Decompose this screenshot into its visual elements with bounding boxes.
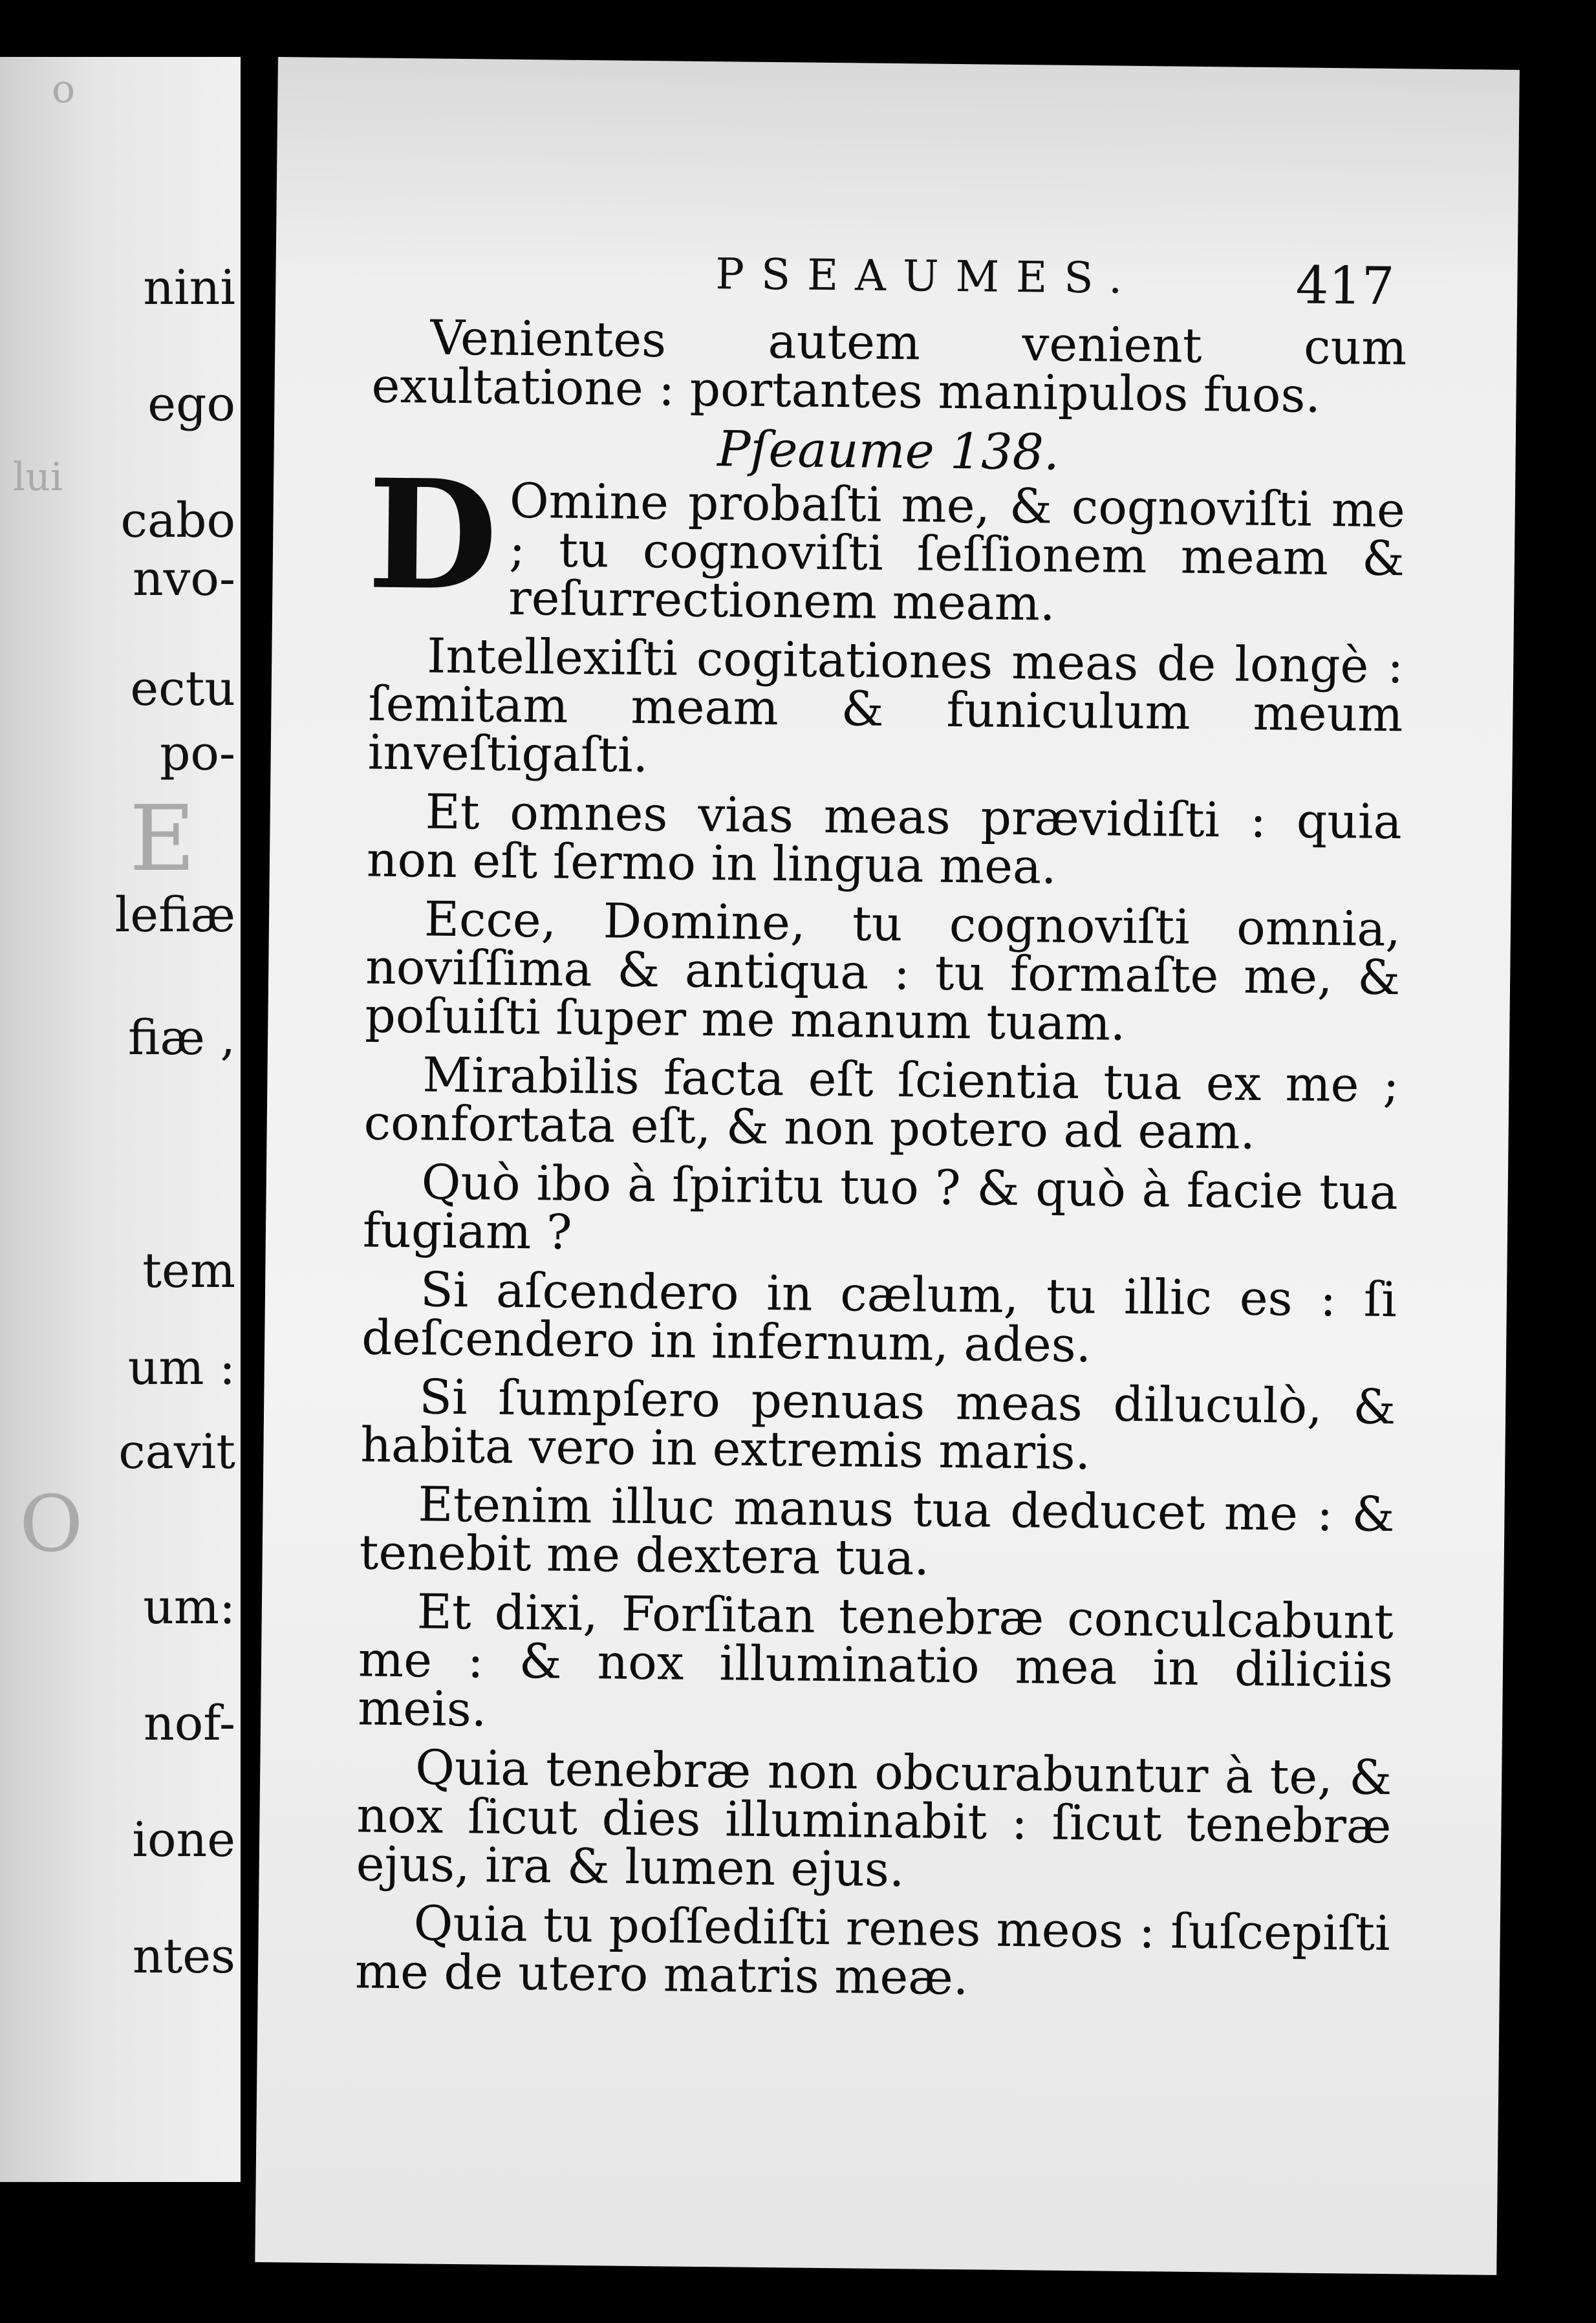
psalm-heading: Pſeaume 138.	[717, 420, 1060, 481]
left-line-10: um :	[127, 1340, 235, 1396]
verse: Quia tu poſſediſti renes meos : ſuſcepiſti me de utero matris meæ.	[354, 1896, 1391, 2006]
page-number: 417	[1295, 255, 1395, 317]
left-line-8: fiæ ,	[128, 1010, 235, 1066]
running-title: PSEAUMES.	[715, 249, 1139, 303]
verse: Etenim illuc manus tua deducet me : & tenebit me dextera tua.	[359, 1476, 1395, 1586]
verse: Quia tenebræ non obcurabuntur à te, & nox ſicut dies illuminabit : ſicut tenebræ ejus, ira & lumen ejus.	[356, 1740, 1392, 1898]
verse-intro: Venientes autem venient cum exultatione : portantes manipulos fuos.	[371, 310, 1407, 424]
left-line-5: ectu	[130, 661, 235, 717]
left-line-1: nini	[143, 260, 235, 316]
left-line-2: ego	[147, 376, 235, 432]
first-verse-text: Omine probaſti me, & cognoviſti me ; tu cognoviſti ſeſſionem meam & reſurrectionem meam.	[508, 473, 1406, 632]
verse: Si aſcendero in cælum, tu illic es : ſi deſcendero in infernum, ades.	[361, 1262, 1397, 1374]
left-line-9: tem	[142, 1243, 235, 1299]
left-line-6: po-	[160, 726, 235, 781]
verse: Mirabilis facta eſt ſcientia tua ex me ; confortata eſt, & non potero ad eam.	[363, 1047, 1399, 1160]
left-line-15: ntes	[132, 1929, 235, 1984]
left-line-13: nof-	[144, 1696, 235, 1751]
verse: Ecce, Domine, tu cognoviſti omnia, noviſſima & antiqua : tu formaſte me, & poſuiſti ſuper me manum tuam.	[365, 891, 1401, 1052]
verse: Et omnes vias meas prævidiſti : quia non eſt ſermo in lingua mea.	[366, 784, 1403, 895]
left-page-fragment: o nini ego lui cabo nvo- ectu po- E lefiæ fiæ , tem um : cavit O um: nof- ione ntes	[0, 57, 241, 2182]
text-body	[354, 310, 1407, 2018]
drop-cap: D	[366, 446, 499, 624]
left-line-11: cavit	[118, 1424, 235, 1480]
verse: Et dixi, Forſitan tenebræ conculcabunt me : & nox illuminatio mea in diliciis meis.	[357, 1584, 1394, 1738]
verse: Quò ibo à ſpiritu tuo ? & quò à facie tua fugiam ?	[362, 1154, 1399, 1260]
left-line-4: nvo-	[132, 551, 235, 607]
right-page	[255, 57, 1520, 2275]
verse: Intellexiſti cogitationes meas de longè : ſemitam meam & funiculum meum inveſtigaſti.	[367, 628, 1404, 784]
verse: Si ſumpſero penuas meas diluculò, & habita vero in extremis maris.	[360, 1369, 1396, 1481]
left-line-3: cabo	[120, 493, 235, 548]
left-line-12: um:	[143, 1579, 235, 1635]
left-line-14: ione	[132, 1812, 235, 1868]
left-line-7: lefiæ	[114, 887, 235, 943]
